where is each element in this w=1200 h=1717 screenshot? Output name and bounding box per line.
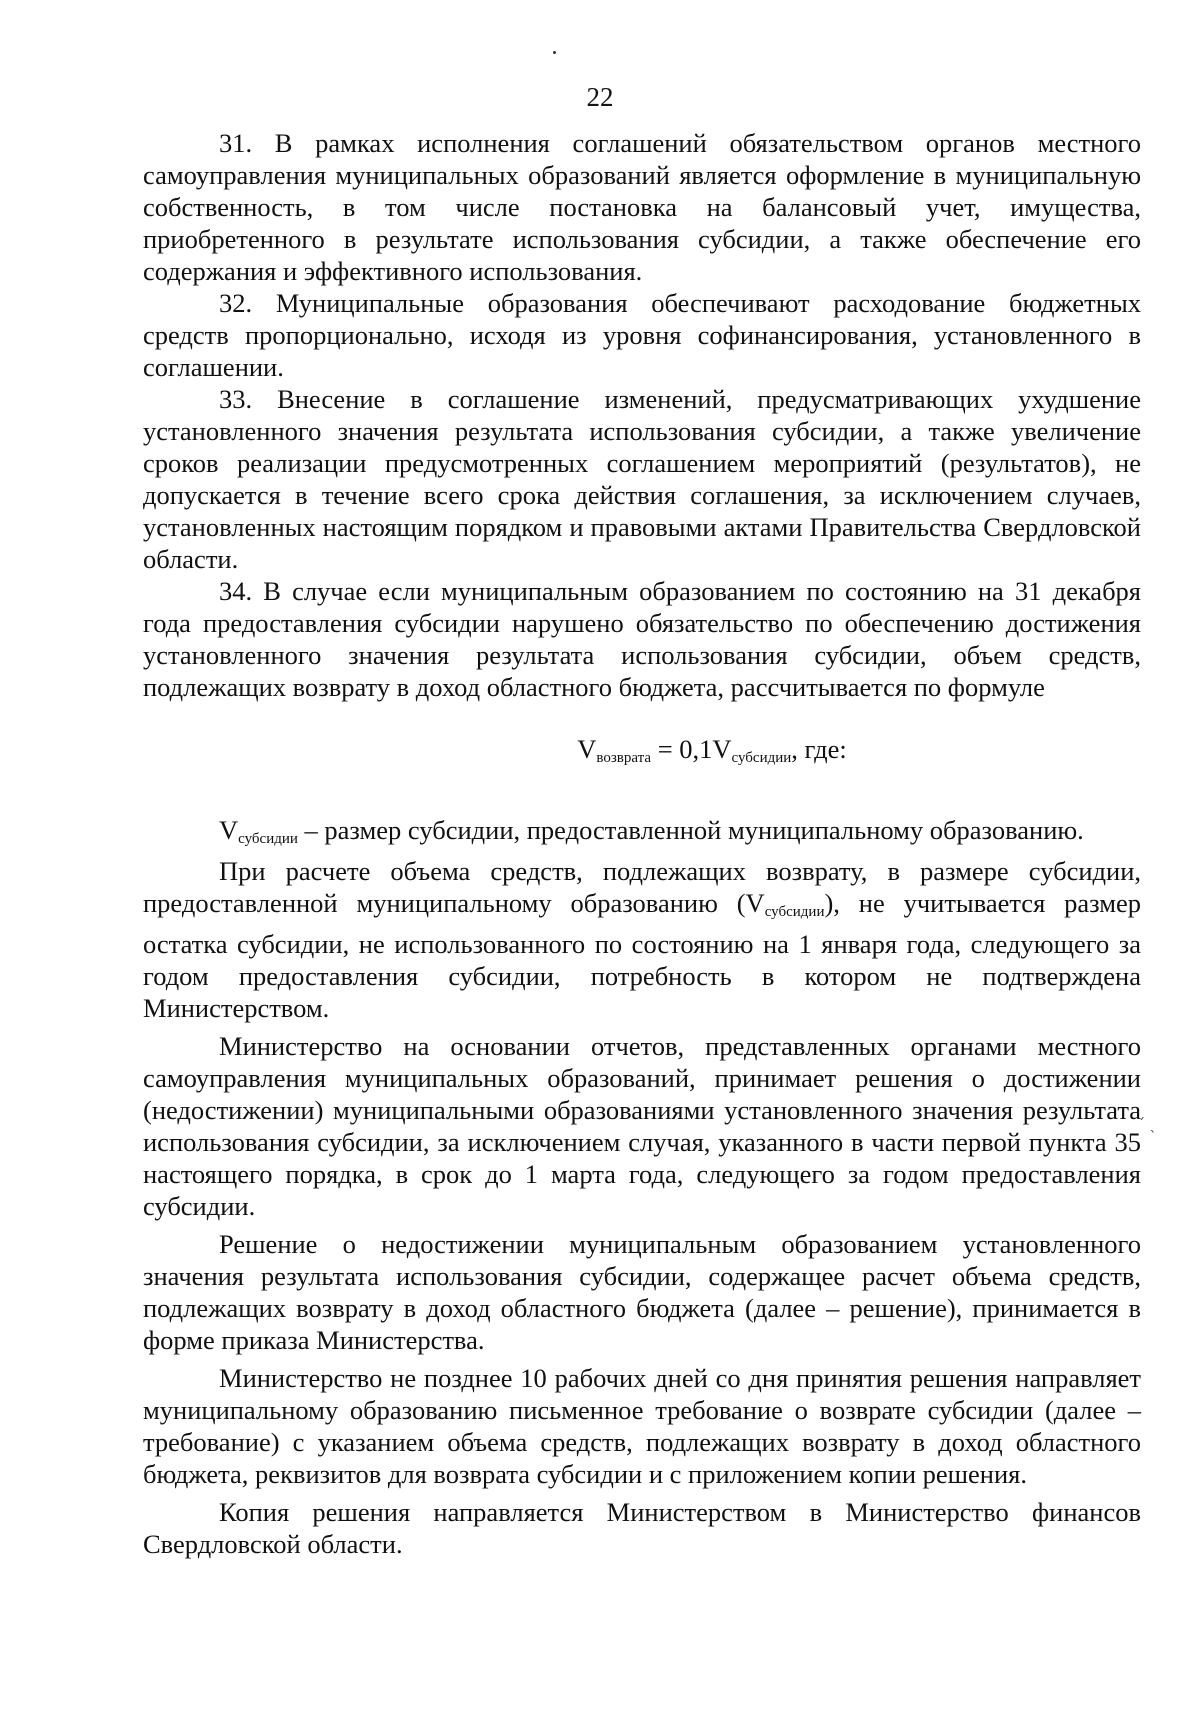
- paragraph-calculation: [143, 855, 1141, 1024]
- formula-tail: , где:: [791, 734, 847, 764]
- margin-handwritten-mark: ´ ˎ: [1138, 1117, 1157, 1133]
- paragraph-31: 31. В рамках исполнения соглашений обязательством органов местного самоуправления муниципальных образований является оформление в муниципальную собственность, в том числе постановка на балансовый учет, имущества, приобретенного в результате использования субсидии, а также обеспечение его содержания и эффективного использования.: [143, 128, 1141, 286]
- paragraph-32: 32. Муниципальные образования обеспечивают расходование бюджетных средств пропорционально, исходя из уровня софинансирования, установленного в соглашении.: [143, 288, 1141, 382]
- return-formula: [143, 733, 1141, 774]
- formula-v-return: V: [577, 734, 597, 764]
- page-number: 22: [586, 82, 614, 112]
- paragraph-requirement: Министерство не позднее 10 рабочих дней со дня принятия решения направляет муниципальному образованию письменное требование о возврате субсидии (далее – требование) с указанием объема средств, подлежащих возврату в доход областного бюджета, реквизитов для возврата субсидии и с приложением копии решения.: [143, 1363, 1141, 1489]
- definition-v: V: [219, 815, 239, 845]
- paragraph-33: 33. Внесение в соглашение изменений, предусматривающих ухудшение установленного значения результата использования субсидии, а также увеличение сроков реализации предусмотренных соглашением мероприятий (результатов), не допускается в течение всего срока действия соглашения, за исключением случаев, установленных настоящим порядком и правовыми актами Правительства Свердловской области.: [143, 384, 1141, 574]
- calc-after: ), не учитывается размер остатка субсидии, не использованного по состоянию на 1 января года, следующего за годом предоставления субсидии, потребность в котором не подтверждена Министерством.: [143, 888, 1141, 1023]
- scan-dot-mark: [553, 51, 556, 54]
- formula-sub-return: возврата: [596, 750, 652, 766]
- paragraph-34: 34. В случае если муниципальным образованием по состоянию на 31 декабря года предоставления субсидии нарушено обязательство по обеспечению достижения установленного значения результата использования субсидии, объем средств, подлежащих возврату в доход областного бюджета, рассчитывается по формуле: [143, 576, 1141, 702]
- paragraph-copy: Копия решения направляется Министерством в Министерство финансов Свердловской области.: [143, 1497, 1141, 1559]
- calc-sub: субсидии: [764, 904, 825, 920]
- calc-before: При расчете объема средств, подлежащих возврату, в размере субсидии, предоставленной муниципальному образованию (V: [143, 856, 1141, 918]
- definition-text: – размер субсидии, предоставленной муниципальному образованию.: [297, 815, 1084, 845]
- document-body: [143, 127, 1141, 1560]
- formula-equals: = 0,1V: [651, 734, 732, 764]
- definition-sub: субсидии: [238, 831, 298, 847]
- paragraph-ministry-reports: Министерство на основании отчетов, представленных органами местного самоуправления муниципальных образований, принимает решения о достижении (недостижении) муниципальными образованиями установленного значения результата использования субсидии, за исключением случая, указанного в части первой пункта 35 настоящего порядка, в срок до 1 марта года, следующего за годом предоставления субсидии.: [143, 1031, 1141, 1221]
- formula-sub-subsidy: субсидии: [731, 750, 792, 766]
- formula-definition: [143, 814, 1141, 855]
- paragraph-decision: Решение о недостижении муниципальным образованием установленного значения результата использования субсидии, содержащее расчет объема средств, подлежащих возврату в доход областного бюджета (далее – решение), принимается в форме приказа Министерства.: [143, 1229, 1141, 1355]
